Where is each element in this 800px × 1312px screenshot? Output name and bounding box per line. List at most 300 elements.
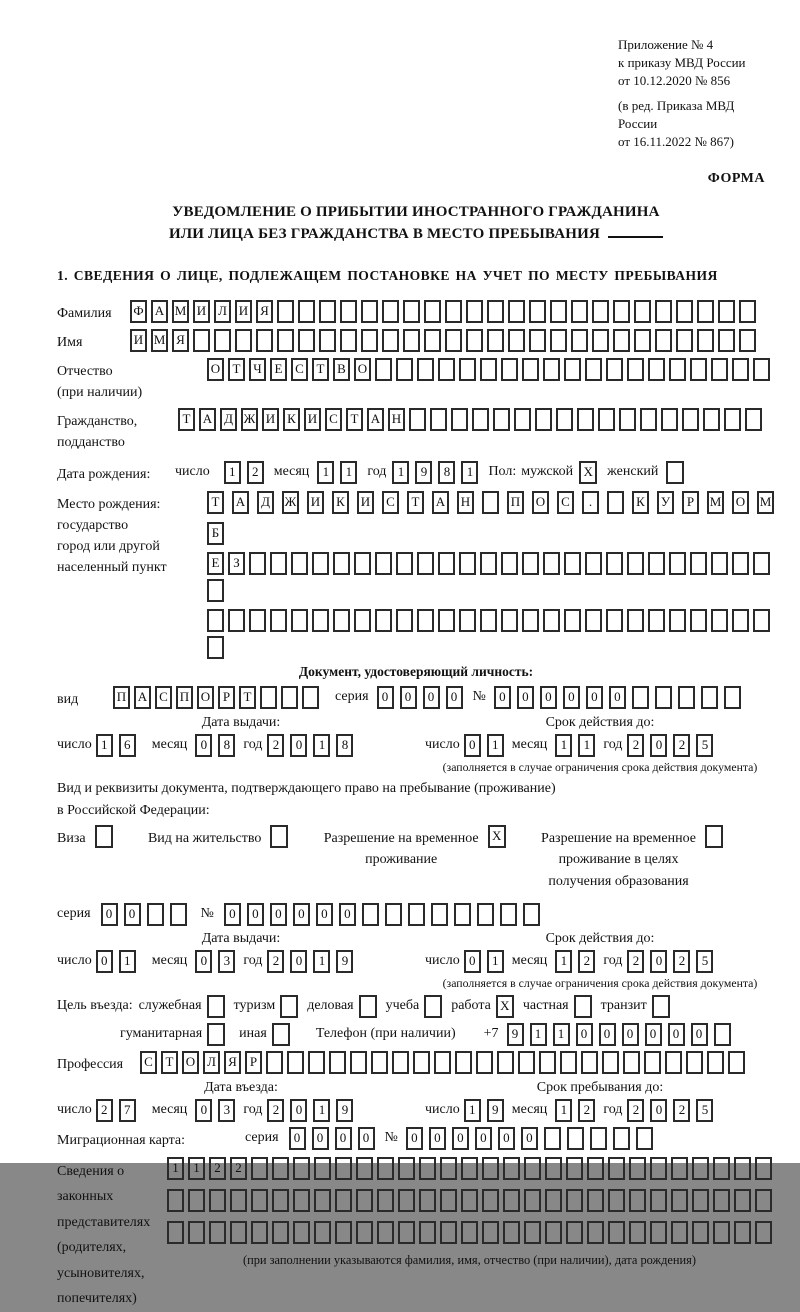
char-cell[interactable]	[361, 329, 378, 352]
char-cell[interactable]: 0	[622, 1023, 639, 1046]
char-cell[interactable]	[608, 1189, 625, 1212]
char-cell[interactable]	[524, 1157, 541, 1180]
char-cell[interactable]: 2	[673, 1099, 690, 1122]
char-cell[interactable]	[585, 552, 602, 575]
char-cell[interactable]: О	[732, 491, 749, 514]
char-cell[interactable]: М	[757, 491, 774, 514]
char-cell[interactable]	[543, 358, 560, 381]
char-cell[interactable]: .	[582, 491, 599, 514]
char-cell[interactable]	[314, 1221, 331, 1244]
char-cell[interactable]	[298, 329, 315, 352]
char-cell[interactable]	[713, 1157, 730, 1180]
char-cell[interactable]	[606, 358, 623, 381]
char-cell[interactable]: 5	[696, 950, 713, 973]
char-cell[interactable]: Ч	[249, 358, 266, 381]
char-cell[interactable]	[598, 408, 615, 431]
char-cell[interactable]	[644, 1051, 661, 1074]
char-cell[interactable]: 2	[230, 1157, 247, 1180]
char-cell[interactable]: 0	[335, 1127, 352, 1150]
char-cell[interactable]	[293, 1189, 310, 1212]
char-cell[interactable]: Л	[214, 300, 231, 323]
char-cell[interactable]: 1	[313, 950, 330, 973]
char-cell[interactable]: 2	[578, 950, 595, 973]
char-cell[interactable]	[501, 358, 518, 381]
char-cell[interactable]	[188, 1189, 205, 1212]
char-cell[interactable]	[459, 552, 476, 575]
char-cell[interactable]: 2	[673, 734, 690, 757]
char-cell[interactable]: 0	[224, 903, 241, 926]
char-cell[interactable]: Я	[256, 300, 273, 323]
char-cell[interactable]: 3	[218, 950, 235, 973]
char-cell[interactable]	[340, 329, 357, 352]
char-cell[interactable]	[249, 609, 266, 632]
char-cell[interactable]	[375, 552, 392, 575]
char-cell[interactable]	[613, 329, 630, 352]
char-cell[interactable]: А	[367, 408, 384, 431]
char-cell[interactable]: О	[182, 1051, 199, 1074]
char-cell[interactable]	[251, 1157, 268, 1180]
char-cell[interactable]: 5	[696, 734, 713, 757]
char-cell[interactable]	[581, 1051, 598, 1074]
char-cell[interactable]: 1	[555, 734, 572, 757]
char-cell[interactable]	[703, 408, 720, 431]
char-cell[interactable]	[308, 1051, 325, 1074]
char-cell[interactable]	[545, 1189, 562, 1212]
char-cell[interactable]	[482, 1157, 499, 1180]
char-cell[interactable]	[634, 329, 651, 352]
char-cell[interactable]: 1	[167, 1157, 184, 1180]
char-cell[interactable]: М	[707, 491, 724, 514]
char-cell[interactable]: 1	[224, 461, 241, 484]
char-cell[interactable]	[207, 579, 224, 602]
char-cell[interactable]	[755, 1221, 772, 1244]
char-cell[interactable]	[455, 1051, 472, 1074]
char-cell[interactable]	[392, 1051, 409, 1074]
char-cell[interactable]	[419, 1189, 436, 1212]
char-cell[interactable]: 9	[487, 1099, 504, 1122]
char-cell[interactable]: 0	[96, 950, 113, 973]
char-cell[interactable]: Е	[207, 552, 224, 575]
char-cell[interactable]	[734, 1189, 751, 1212]
char-cell[interactable]: З	[228, 552, 245, 575]
char-cell[interactable]	[466, 300, 483, 323]
char-cell[interactable]	[291, 609, 308, 632]
char-cell[interactable]	[438, 552, 455, 575]
char-cell[interactable]	[655, 300, 672, 323]
char-cell[interactable]	[550, 300, 567, 323]
char-cell[interactable]: М	[151, 329, 168, 352]
char-cell[interactable]	[398, 1157, 415, 1180]
char-cell[interactable]	[619, 408, 636, 431]
char-cell[interactable]	[188, 1221, 205, 1244]
char-cell[interactable]: 1	[313, 734, 330, 757]
char-cell[interactable]: П	[176, 686, 193, 709]
char-cell[interactable]: Д	[257, 491, 274, 514]
char-cell[interactable]	[544, 1127, 561, 1150]
char-cell[interactable]	[396, 609, 413, 632]
char-cell[interactable]: 9	[336, 950, 353, 973]
char-cell[interactable]	[214, 329, 231, 352]
char-cell[interactable]	[539, 1051, 556, 1074]
char-cell[interactable]	[613, 1127, 630, 1150]
char-cell[interactable]	[577, 408, 594, 431]
char-cell[interactable]	[445, 300, 462, 323]
purpose-other-checkbox[interactable]	[272, 1023, 290, 1046]
char-cell[interactable]	[272, 1221, 289, 1244]
char-cell[interactable]: 0	[316, 903, 333, 926]
char-cell[interactable]: Д	[220, 408, 237, 431]
char-cell[interactable]: 1	[313, 1099, 330, 1122]
char-cell[interactable]	[335, 1189, 352, 1212]
char-cell[interactable]: 0	[498, 1127, 515, 1150]
char-cell[interactable]	[550, 329, 567, 352]
char-cell[interactable]: 0	[429, 1127, 446, 1150]
char-cell[interactable]	[314, 1157, 331, 1180]
char-cell[interactable]: 0	[576, 1023, 593, 1046]
char-cell[interactable]: 0	[464, 950, 481, 973]
char-cell[interactable]	[661, 408, 678, 431]
char-cell[interactable]	[523, 903, 540, 926]
char-cell[interactable]	[692, 1189, 709, 1212]
char-cell[interactable]	[147, 903, 164, 926]
char-cell[interactable]: 2	[267, 950, 284, 973]
char-cell[interactable]: 0	[195, 734, 212, 757]
char-cell[interactable]	[556, 408, 573, 431]
purpose-private-checkbox[interactable]	[574, 995, 592, 1018]
char-cell[interactable]	[417, 358, 434, 381]
char-cell[interactable]	[209, 1189, 226, 1212]
char-cell[interactable]: 1	[530, 1023, 547, 1046]
char-cell[interactable]	[270, 609, 287, 632]
char-cell[interactable]	[724, 686, 741, 709]
char-cell[interactable]	[650, 1189, 667, 1212]
char-cell[interactable]	[480, 358, 497, 381]
char-cell[interactable]: 0	[446, 686, 463, 709]
char-cell[interactable]: Ж	[241, 408, 258, 431]
char-cell[interactable]	[732, 609, 749, 632]
char-cell[interactable]	[340, 300, 357, 323]
char-cell[interactable]: С	[140, 1051, 157, 1074]
char-cell[interactable]: 0	[650, 1099, 667, 1122]
temp-permit-education-checkbox[interactable]	[705, 825, 723, 848]
char-cell[interactable]	[256, 329, 273, 352]
char-cell[interactable]	[560, 1051, 577, 1074]
purpose-study-checkbox[interactable]	[424, 995, 442, 1018]
char-cell[interactable]: К	[332, 491, 349, 514]
char-cell[interactable]: Т	[239, 686, 256, 709]
char-cell[interactable]	[629, 1221, 646, 1244]
char-cell[interactable]	[734, 1221, 751, 1244]
char-cell[interactable]	[608, 1221, 625, 1244]
char-cell[interactable]	[535, 408, 552, 431]
char-cell[interactable]	[385, 903, 402, 926]
char-cell[interactable]	[434, 1051, 451, 1074]
char-cell[interactable]: 1	[555, 950, 572, 973]
char-cell[interactable]: Т	[312, 358, 329, 381]
char-cell[interactable]: Т	[178, 408, 195, 431]
char-cell[interactable]	[431, 903, 448, 926]
char-cell[interactable]	[629, 1157, 646, 1180]
char-cell[interactable]	[230, 1221, 247, 1244]
char-cell[interactable]: Е	[270, 358, 287, 381]
char-cell[interactable]	[608, 1157, 625, 1180]
char-cell[interactable]	[314, 1189, 331, 1212]
char-cell[interactable]	[403, 300, 420, 323]
char-cell[interactable]	[477, 903, 494, 926]
char-cell[interactable]	[277, 300, 294, 323]
char-cell[interactable]	[522, 609, 539, 632]
char-cell[interactable]: Я	[224, 1051, 241, 1074]
char-cell[interactable]	[529, 300, 546, 323]
char-cell[interactable]	[711, 552, 728, 575]
char-cell[interactable]: П	[113, 686, 130, 709]
char-cell[interactable]	[270, 552, 287, 575]
char-cell[interactable]	[564, 552, 581, 575]
char-cell[interactable]: 0	[521, 1127, 538, 1150]
residence-permit-checkbox[interactable]	[270, 825, 288, 848]
char-cell[interactable]	[753, 358, 770, 381]
char-cell[interactable]: О	[207, 358, 224, 381]
char-cell[interactable]	[650, 1221, 667, 1244]
char-cell[interactable]	[272, 1157, 289, 1180]
char-cell[interactable]	[627, 609, 644, 632]
char-cell[interactable]	[482, 1189, 499, 1212]
char-cell[interactable]	[692, 1157, 709, 1180]
char-cell[interactable]	[545, 1221, 562, 1244]
char-cell[interactable]	[571, 300, 588, 323]
char-cell[interactable]	[260, 686, 277, 709]
char-cell[interactable]: 0	[101, 903, 118, 926]
char-cell[interactable]: 9	[336, 1099, 353, 1122]
char-cell[interactable]	[690, 358, 707, 381]
char-cell[interactable]: 1	[96, 734, 113, 757]
char-cell[interactable]	[354, 609, 371, 632]
char-cell[interactable]	[676, 300, 693, 323]
char-cell[interactable]: 2	[247, 461, 264, 484]
purpose-transit-checkbox[interactable]	[652, 995, 670, 1018]
char-cell[interactable]: Т	[161, 1051, 178, 1074]
char-cell[interactable]: Т	[346, 408, 363, 431]
purpose-work-checkbox[interactable]: X	[496, 995, 514, 1018]
char-cell[interactable]: С	[291, 358, 308, 381]
char-cell[interactable]	[312, 552, 329, 575]
char-cell[interactable]	[545, 1157, 562, 1180]
char-cell[interactable]: А	[232, 491, 249, 514]
char-cell[interactable]: 9	[415, 461, 432, 484]
char-cell[interactable]: 8	[218, 734, 235, 757]
char-cell[interactable]	[753, 609, 770, 632]
char-cell[interactable]: А	[199, 408, 216, 431]
char-cell[interactable]: 0	[290, 734, 307, 757]
char-cell[interactable]	[718, 300, 735, 323]
char-cell[interactable]	[606, 552, 623, 575]
char-cell[interactable]: 0	[586, 686, 603, 709]
char-cell[interactable]	[566, 1157, 583, 1180]
char-cell[interactable]	[413, 1051, 430, 1074]
char-cell[interactable]	[377, 1157, 394, 1180]
char-cell[interactable]	[167, 1189, 184, 1212]
char-cell[interactable]: 0	[195, 1099, 212, 1122]
char-cell[interactable]: 0	[540, 686, 557, 709]
char-cell[interactable]: 0	[377, 686, 394, 709]
char-cell[interactable]: Я	[172, 329, 189, 352]
char-cell[interactable]: 0	[599, 1023, 616, 1046]
visa-checkbox[interactable]	[95, 825, 113, 848]
char-cell[interactable]	[755, 1157, 772, 1180]
char-cell[interactable]	[167, 1221, 184, 1244]
char-cell[interactable]: 1	[464, 1099, 481, 1122]
char-cell[interactable]	[333, 609, 350, 632]
char-cell[interactable]	[209, 1221, 226, 1244]
char-cell[interactable]: 2	[96, 1099, 113, 1122]
char-cell[interactable]	[701, 686, 718, 709]
char-cell[interactable]	[648, 609, 665, 632]
char-cell[interactable]	[732, 552, 749, 575]
char-cell[interactable]	[440, 1157, 457, 1180]
char-cell[interactable]	[607, 491, 624, 514]
char-cell[interactable]	[382, 300, 399, 323]
char-cell[interactable]: А	[151, 300, 168, 323]
char-cell[interactable]: 0	[339, 903, 356, 926]
char-cell[interactable]	[636, 1127, 653, 1150]
char-cell[interactable]: 1	[340, 461, 357, 484]
char-cell[interactable]: 1	[461, 461, 478, 484]
char-cell[interactable]	[503, 1189, 520, 1212]
char-cell[interactable]	[193, 329, 210, 352]
char-cell[interactable]	[333, 552, 350, 575]
char-cell[interactable]	[482, 1221, 499, 1244]
char-cell[interactable]	[697, 300, 714, 323]
char-cell[interactable]	[377, 1189, 394, 1212]
char-cell[interactable]	[293, 1221, 310, 1244]
char-cell[interactable]	[592, 300, 609, 323]
char-cell[interactable]: 0	[195, 950, 212, 973]
char-cell[interactable]	[459, 358, 476, 381]
char-cell[interactable]	[230, 1189, 247, 1212]
char-cell[interactable]: 6	[119, 734, 136, 757]
char-cell[interactable]	[711, 609, 728, 632]
char-cell[interactable]	[329, 1051, 346, 1074]
char-cell[interactable]	[312, 609, 329, 632]
char-cell[interactable]	[590, 1127, 607, 1150]
char-cell[interactable]	[734, 1157, 751, 1180]
char-cell[interactable]	[501, 609, 518, 632]
char-cell[interactable]	[487, 329, 504, 352]
char-cell[interactable]: В	[333, 358, 350, 381]
char-cell[interactable]: 0	[691, 1023, 708, 1046]
char-cell[interactable]	[724, 408, 741, 431]
char-cell[interactable]	[235, 329, 252, 352]
char-cell[interactable]: 0	[293, 903, 310, 926]
char-cell[interactable]	[753, 552, 770, 575]
char-cell[interactable]: 1	[188, 1157, 205, 1180]
char-cell[interactable]	[398, 1189, 415, 1212]
char-cell[interactable]	[676, 329, 693, 352]
gender-female-checkbox[interactable]	[666, 461, 684, 484]
char-cell[interactable]: И	[262, 408, 279, 431]
char-cell[interactable]	[665, 1051, 682, 1074]
char-cell[interactable]	[482, 491, 499, 514]
char-cell[interactable]: 0	[358, 1127, 375, 1150]
char-cell[interactable]	[251, 1189, 268, 1212]
char-cell[interactable]	[445, 329, 462, 352]
char-cell[interactable]	[375, 609, 392, 632]
char-cell[interactable]	[567, 1127, 584, 1150]
char-cell[interactable]	[361, 300, 378, 323]
char-cell[interactable]: 0	[452, 1127, 469, 1150]
char-cell[interactable]	[409, 408, 426, 431]
char-cell[interactable]: 0	[517, 686, 534, 709]
char-cell[interactable]	[170, 903, 187, 926]
char-cell[interactable]	[438, 358, 455, 381]
char-cell[interactable]	[419, 1157, 436, 1180]
char-cell[interactable]	[487, 300, 504, 323]
char-cell[interactable]: 1	[487, 950, 504, 973]
char-cell[interactable]	[419, 1221, 436, 1244]
char-cell[interactable]: 9	[507, 1023, 524, 1046]
char-cell[interactable]	[711, 358, 728, 381]
char-cell[interactable]	[440, 1189, 457, 1212]
char-cell[interactable]	[417, 609, 434, 632]
char-cell[interactable]	[690, 609, 707, 632]
char-cell[interactable]	[623, 1051, 640, 1074]
char-cell[interactable]: 2	[267, 734, 284, 757]
char-cell[interactable]	[697, 329, 714, 352]
char-cell[interactable]	[629, 1189, 646, 1212]
purpose-official-checkbox[interactable]	[207, 995, 225, 1018]
char-cell[interactable]: Б	[207, 522, 224, 545]
char-cell[interactable]	[524, 1221, 541, 1244]
char-cell[interactable]	[669, 552, 686, 575]
char-cell[interactable]	[335, 1221, 352, 1244]
char-cell[interactable]	[650, 1157, 667, 1180]
char-cell[interactable]	[356, 1189, 373, 1212]
char-cell[interactable]	[522, 358, 539, 381]
char-cell[interactable]	[655, 686, 672, 709]
char-cell[interactable]	[690, 552, 707, 575]
char-cell[interactable]	[587, 1221, 604, 1244]
char-cell[interactable]	[566, 1189, 583, 1212]
char-cell[interactable]: 0	[650, 734, 667, 757]
char-cell[interactable]: 0	[668, 1023, 685, 1046]
char-cell[interactable]: 1	[553, 1023, 570, 1046]
char-cell[interactable]: 2	[267, 1099, 284, 1122]
char-cell[interactable]	[640, 408, 657, 431]
char-cell[interactable]	[459, 609, 476, 632]
char-cell[interactable]: 0	[247, 903, 264, 926]
char-cell[interactable]	[298, 300, 315, 323]
char-cell[interactable]	[529, 329, 546, 352]
char-cell[interactable]	[648, 358, 665, 381]
char-cell[interactable]: 2	[209, 1157, 226, 1180]
char-cell[interactable]: 8	[438, 461, 455, 484]
char-cell[interactable]	[522, 552, 539, 575]
char-cell[interactable]	[669, 609, 686, 632]
char-cell[interactable]: 0	[406, 1127, 423, 1150]
char-cell[interactable]: 2	[578, 1099, 595, 1122]
char-cell[interactable]	[319, 329, 336, 352]
char-cell[interactable]	[382, 329, 399, 352]
char-cell[interactable]: Р	[245, 1051, 262, 1074]
char-cell[interactable]: 0	[290, 1099, 307, 1122]
char-cell[interactable]: 0	[289, 1127, 306, 1150]
char-cell[interactable]	[671, 1157, 688, 1180]
char-cell[interactable]: 1	[578, 734, 595, 757]
char-cell[interactable]	[493, 408, 510, 431]
char-cell[interactable]: 2	[627, 734, 644, 757]
char-cell[interactable]: Т	[207, 491, 224, 514]
char-cell[interactable]: Ж	[282, 491, 299, 514]
